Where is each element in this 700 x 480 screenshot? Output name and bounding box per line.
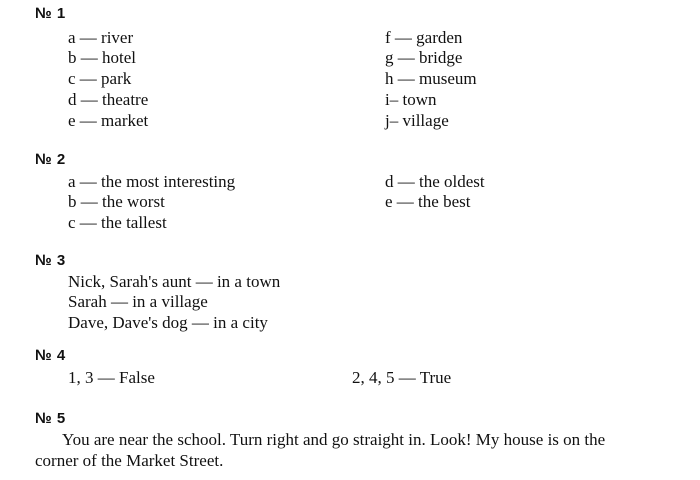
section-3-line-3: Dave, Dave's dog — in a city bbox=[68, 313, 268, 332]
section-2-item-c: c — the tallest bbox=[68, 213, 167, 232]
section-5-heading: № 5 bbox=[35, 410, 66, 427]
section-4-false-answers: 1, 3 — False bbox=[68, 368, 155, 387]
section-1-item-f: f — garden bbox=[385, 28, 463, 47]
section-4-true-answers: 2, 4, 5 — True bbox=[352, 368, 452, 387]
section-2-item-a: a — the most interesting bbox=[68, 172, 236, 191]
section-1-item-a: a — river bbox=[68, 28, 134, 47]
section-5-paragraph-line-1: You are near the school. Turn right and go straight in. Look! My house is on the bbox=[62, 430, 606, 449]
section-2-heading: № 2 bbox=[35, 151, 66, 168]
section-1-item-d: d — theatre bbox=[68, 90, 149, 109]
section-2-item-e: e — the best bbox=[385, 192, 471, 211]
section-1-item-g: g — bridge bbox=[385, 48, 463, 67]
section-1-item-j: j– village bbox=[385, 111, 449, 130]
section-1-heading: № 1 bbox=[35, 5, 66, 22]
section-4-heading: № 4 bbox=[35, 347, 66, 364]
section-1-item-h: h — museum bbox=[385, 69, 477, 88]
section-1-item-i: i– town bbox=[385, 90, 437, 109]
section-5-paragraph-line-2: corner of the Market Street. bbox=[35, 451, 224, 470]
section-1-item-b: b — hotel bbox=[68, 48, 136, 67]
section-2-item-d: d — the oldest bbox=[385, 172, 485, 191]
section-3-line-2: Sarah — in a village bbox=[68, 292, 208, 311]
section-3-line-1: Nick, Sarah's aunt — in a town bbox=[68, 272, 281, 291]
section-1-item-c: c — park bbox=[68, 69, 132, 88]
section-2-item-b: b — the worst bbox=[68, 192, 165, 211]
section-3-heading: № 3 bbox=[35, 252, 66, 269]
section-1-item-e: e — market bbox=[68, 111, 149, 130]
